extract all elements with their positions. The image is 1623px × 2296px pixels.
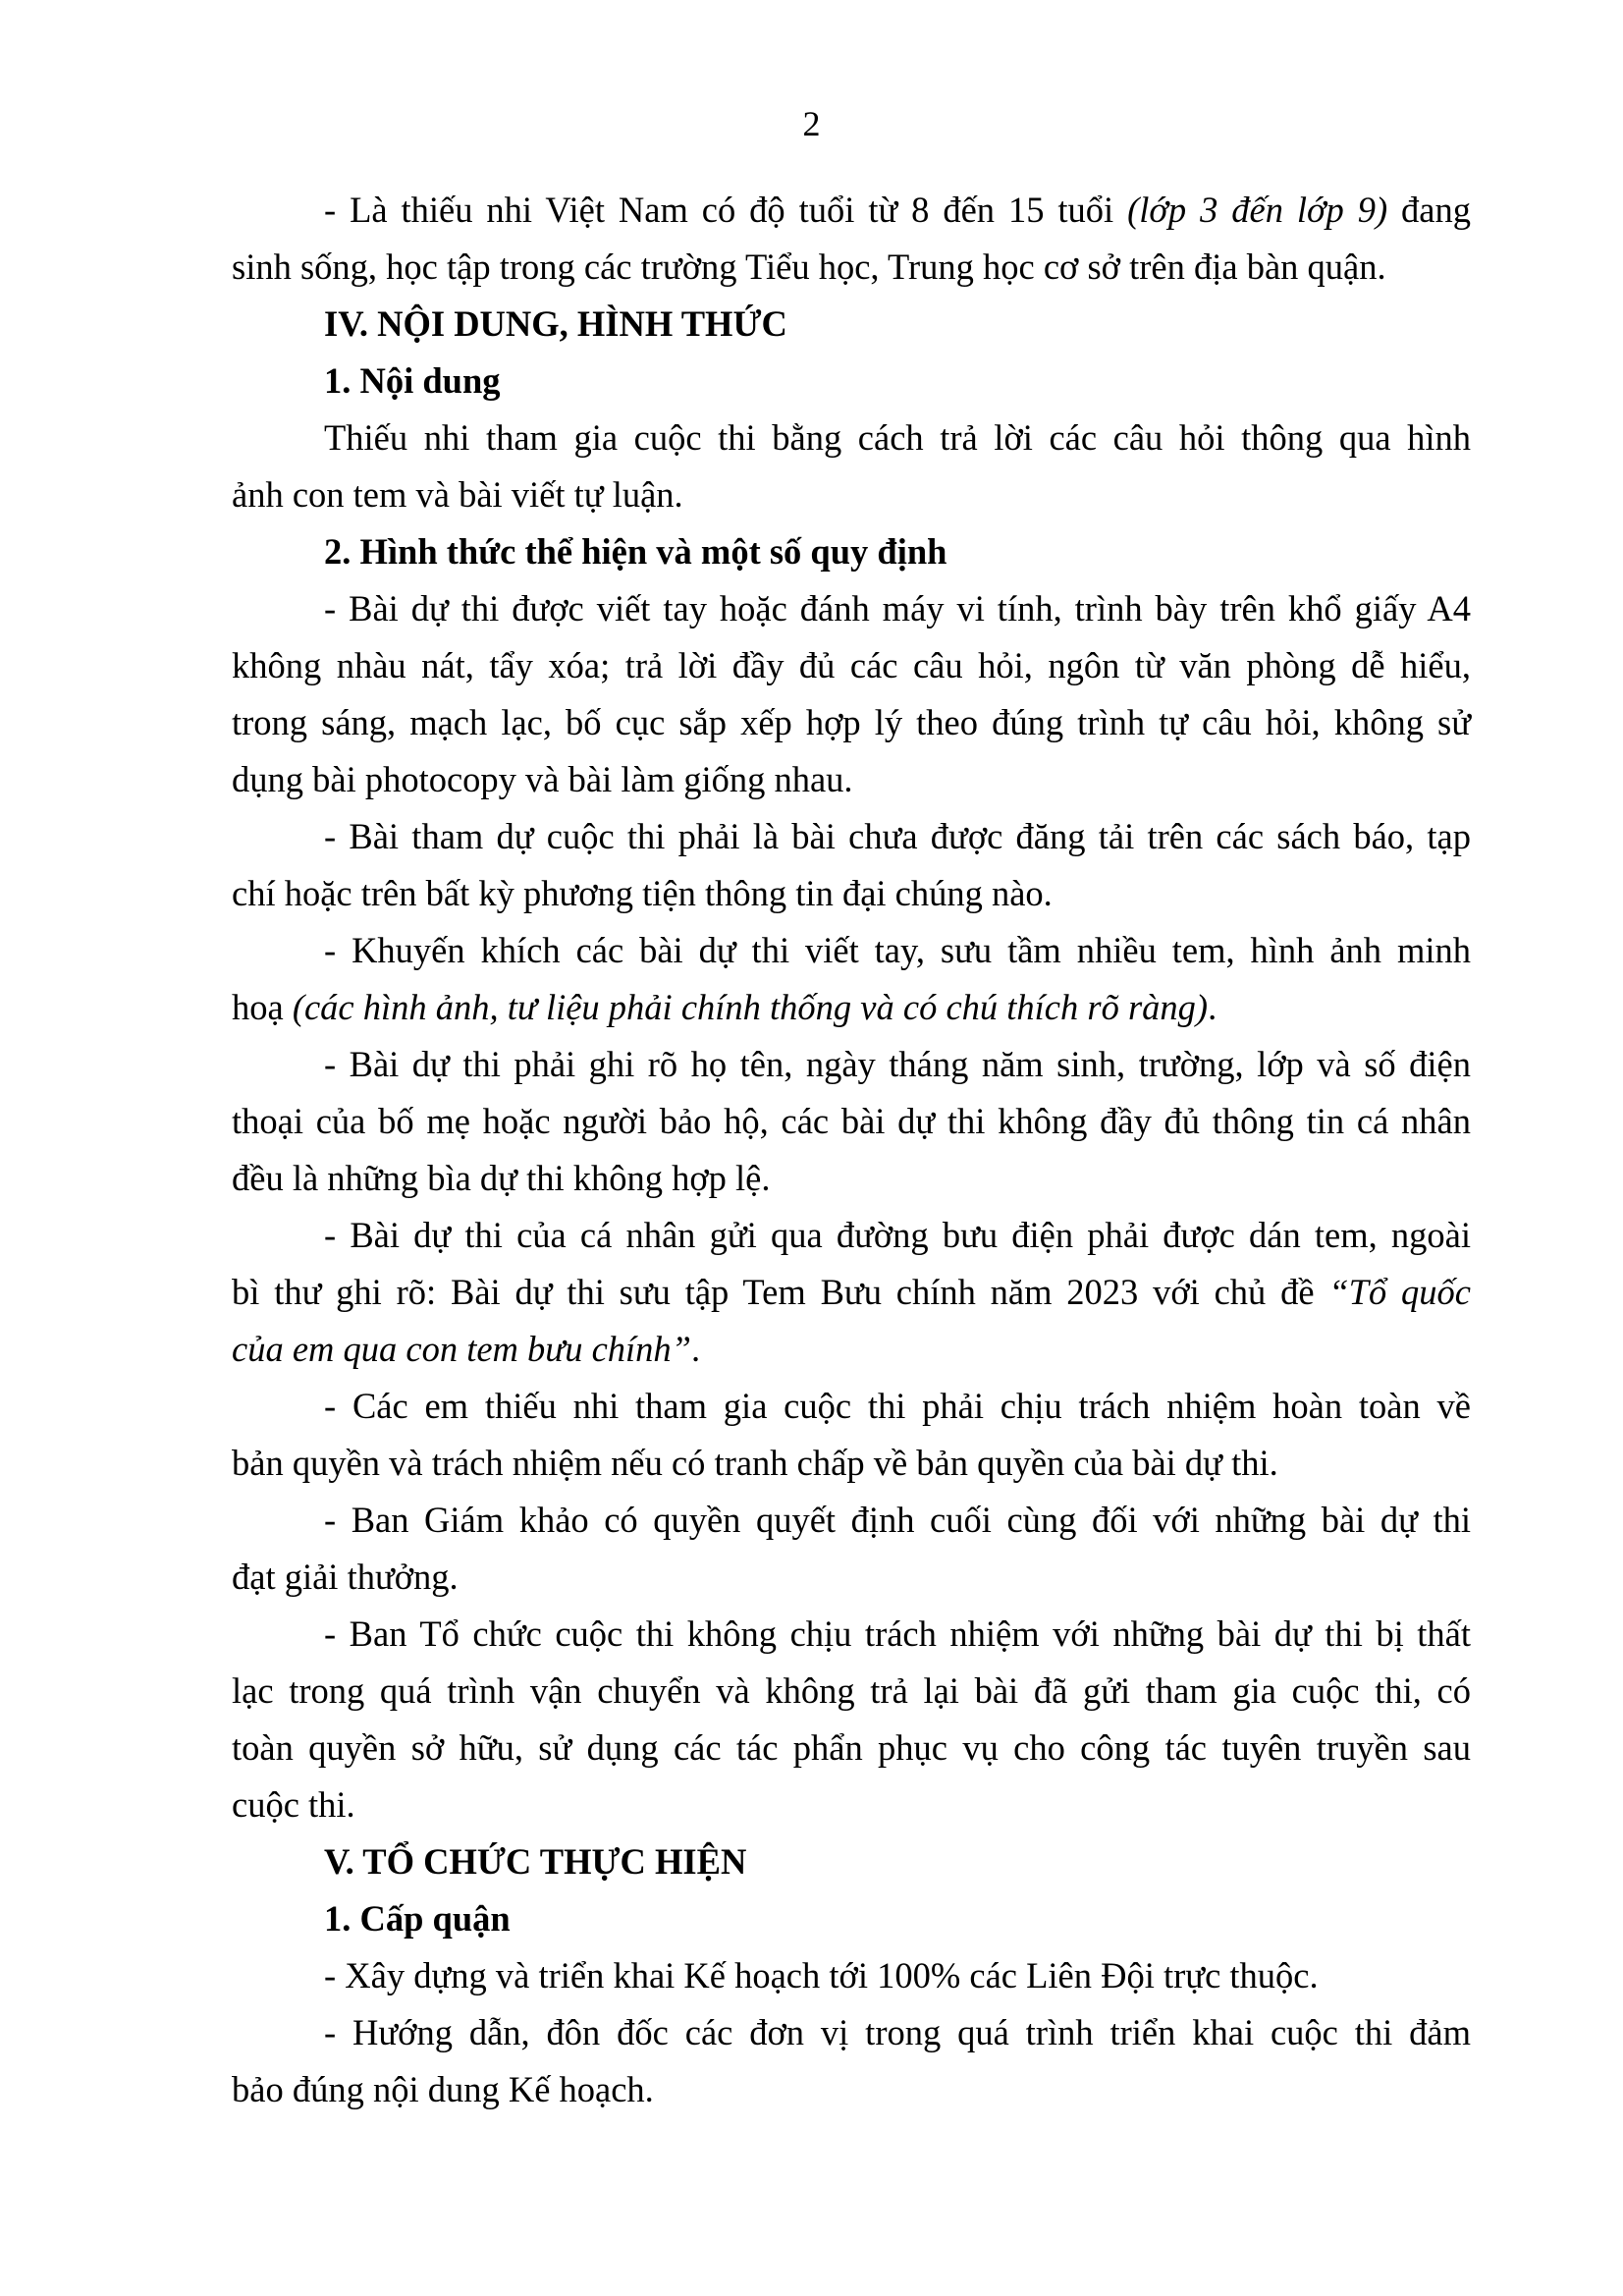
paragraph-eligibility-line-1: - Là thiếu nhi Việt Nam có độ tuổi từ 8 đến 15 tuổi (lớp 3 đến lớp 9) đang: [324, 190, 1471, 230]
paragraph-organizer-line-2: lạc trong quá trình vận chuyển và không trả lại bài đã gửi tham gia cuộc thi, có: [232, 1670, 1471, 1711]
paragraph-organizer-line-4: cuộc thi.: [232, 1784, 355, 1825]
paragraph-organizer-line-3: toàn quyền sở hữu, sử dụng các tác phẩn phục vụ cho công tác tuyên truyền sau: [232, 1727, 1471, 1768]
paragraph-handwritten-line-1: - Khuyến khích các bài dự thi viết tay, sưu tầm nhiều tem, hình ảnh minh: [324, 930, 1471, 970]
paragraph-content-line-2: ảnh con tem và bài viết tự luận.: [232, 474, 683, 515]
section-heading-v: V. TỔ CHỨC THỰC HIỆN: [324, 1841, 747, 1882]
paragraph-copyright-line-1: - Các em thiếu nhi tham gia cuộc thi phải chịu trách nhiệm hoàn toàn về: [324, 1386, 1471, 1426]
subheading-format-rules: 2. Hình thức thể hiện và một số quy định: [324, 531, 947, 572]
paragraph-content-line-1: Thiếu nhi tham gia cuộc thi bằng cách trả lời các câu hỏi thông qua hình: [324, 417, 1471, 458]
paragraph-format-line-1: - Bài dự thi được viết tay hoặc đánh máy vi tính, trình bày trên khổ giấy A4: [324, 588, 1471, 629]
paragraph-copyright-line-2: bản quyền và trách nhiệm nếu có tranh chấp về bản quyền của bài dự thi.: [232, 1443, 1278, 1483]
page-number: 2: [802, 104, 821, 143]
paragraph-postal-line-3: của em qua con tem bưu chính”.: [232, 1329, 701, 1369]
paragraph-jury-line-2: đạt giải thưởng.: [232, 1557, 459, 1597]
paragraph-personal-info-line-3: đều là những bìa dự thi không hợp lệ.: [232, 1158, 771, 1198]
paragraph-handwritten-line-2: hoạ (các hình ảnh, tư liệu phải chính thống và có chú thích rõ ràng).: [232, 987, 1217, 1027]
subheading-district-level: 1. Cấp quận: [324, 1898, 511, 1939]
paragraph-build-plan-line-1: - Xây dựng và triển khai Kế hoạch tới 100% các Liên Đội trực thuộc.: [324, 1955, 1319, 1995]
paragraph-personal-info-line-1: - Bài dự thi phải ghi rõ họ tên, ngày tháng năm sinh, trường, lớp và số điện: [324, 1044, 1471, 1084]
paragraph-format-line-2: không nhàu nát, tẩy xóa; trả lời đầy đủ các câu hỏi, ngôn từ văn phòng dễ hiểu,: [232, 645, 1471, 685]
paragraph-unpublished-line-2: chí hoặc trên bất kỳ phương tiện thông tin đại chúng nào.: [232, 873, 1053, 913]
paragraph-guidance-line-2: bảo đúng nội dung Kế hoạch.: [232, 2069, 654, 2109]
paragraph-postal-line-2: bì thư ghi rõ: Bài dự thi sưu tập Tem Bưu chính năm 2023 với chủ đề “Tổ quốc: [232, 1272, 1471, 1312]
paragraph-postal-line-1: - Bài dự thi của cá nhân gửi qua đường bưu điện phải được dán tem, ngoài: [324, 1215, 1471, 1255]
paragraph-eligibility-line-2: sinh sống, học tập trong các trường Tiểu học, Trung học cơ sở trên địa bàn quận.: [232, 246, 1386, 287]
paragraph-unpublished-line-1: - Bài tham dự cuộc thi phải là bài chưa được đăng tải trên các sách báo, tạp: [324, 816, 1471, 856]
subheading-content: 1. Nội dung: [324, 360, 501, 401]
paragraph-jury-line-1: - Ban Giám khảo có quyền quyết định cuối cùng đối với những bài dự thi: [324, 1500, 1471, 1540]
paragraph-personal-info-line-2: thoại của bố mẹ hoặc người bảo hộ, các bài dự thi không đầy đủ thông tin cá nhân: [232, 1101, 1471, 1141]
paragraph-guidance-line-1: - Hướng dẫn, đôn đốc các đơn vị trong quá trình triển khai cuộc thi đảm: [324, 2012, 1471, 2052]
paragraph-format-line-4: dụng bài photocopy và bài làm giống nhau.: [232, 759, 853, 799]
paragraph-organizer-line-1: - Ban Tổ chức cuộc thi không chịu trách nhiệm với những bài dự thi bị thất: [324, 1613, 1471, 1654]
section-heading-iv: IV. NỘI DUNG, HÌNH THỨC: [324, 303, 787, 344]
paragraph-format-line-3: trong sáng, mạch lạc, bố cục sắp xếp hợp lý theo đúng trình tự câu hỏi, không sử: [232, 702, 1471, 742]
